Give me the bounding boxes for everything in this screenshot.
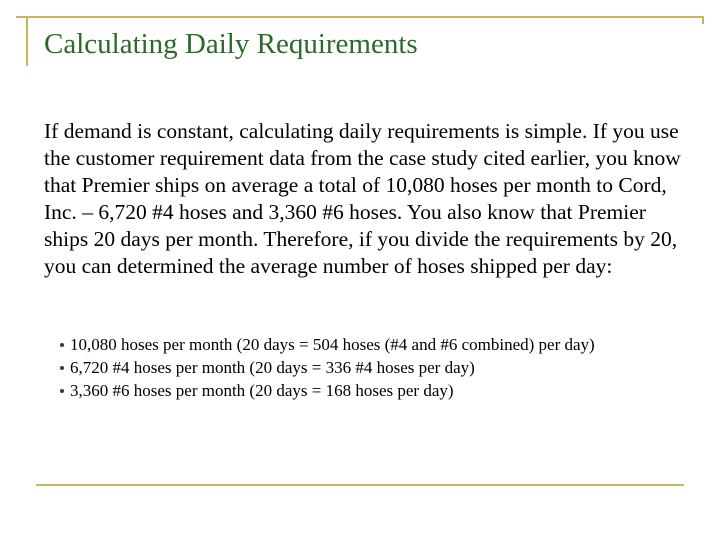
bullet-text: 3,360 #6 hoses per month (20 days = 168 hoses per day) — [70, 381, 454, 400]
bullet-text: 10,080 hoses per month (20 days = 504 hoses (#4 and #6 combined) per day) — [70, 335, 595, 354]
bullet-dot-icon — [60, 389, 64, 393]
top-rule — [16, 16, 704, 18]
bullet-dot-icon — [60, 366, 64, 370]
bullet-text: 6,720 #4 hoses per month (20 days = 336 #4 hoses per day) — [70, 358, 475, 377]
right-accent-tick — [702, 16, 704, 24]
body-paragraph: If demand is constant, calculating daily requirements is simple. If you use the customer requirement data from the case study cited earlier, you know that Premier ships on average a total of 10,080 hoses per month to Cord, Inc. – 6,720 #4 hoses and 3,360 #6 hoses. You also know that Premier ships 20 days per month. Therefore, if you divide the requirements by 20, you can determined the average number of hoses shipped per day: — [44, 119, 681, 278]
bullet-item — [44, 333, 664, 356]
bullet-list — [44, 333, 664, 402]
left-accent-rule — [26, 16, 28, 66]
bullet-item — [44, 379, 664, 402]
slide-title: Calculating Daily Requirements — [44, 28, 418, 60]
bottom-rule — [36, 484, 684, 486]
bullet-dot-icon — [60, 343, 64, 347]
bullet-item — [44, 356, 664, 379]
